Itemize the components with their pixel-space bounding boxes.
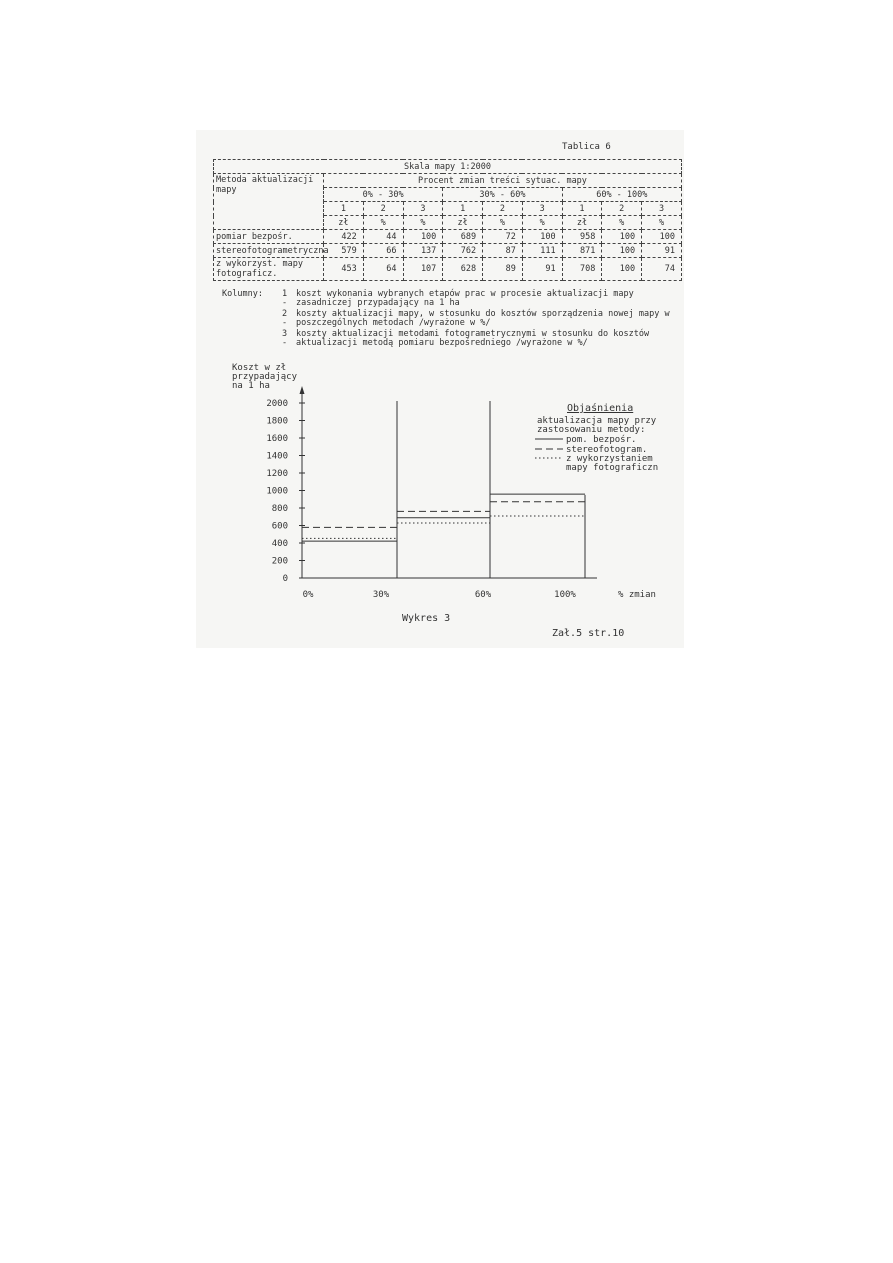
cell: 91 [642,244,682,258]
legend-entry: mapy fotograficzn [566,463,659,473]
unit: % [363,216,403,230]
cell: 100 [602,258,642,281]
table-scale: Skala mapy 1:2000 [214,160,682,174]
col-number: 3 [403,202,443,216]
cell: 100 [522,230,562,244]
y-tick-label: 1200 [266,469,288,479]
unit: % [642,216,682,230]
unit: zł [324,216,364,230]
cell: 107 [403,258,443,281]
note-text: koszt wykonania wybranych etapów prac w procesie aktualizacji mapy zasadniczej przypadający na 1 ha [296,289,634,308]
col-number: 1 [562,202,602,216]
page-footer: Zał.5 str.10 [552,628,625,639]
cell: 628 [443,258,483,281]
cell: 453 [324,258,364,281]
cell: 100 [403,230,443,244]
cell: 708 [562,258,602,281]
legend-subtitle: zastosowaniu metody: [537,425,646,435]
cell: 89 [483,258,523,281]
row-method: z wykorzyst. mapy fotograficz. [214,258,324,281]
row-method: pomiar bezpośr. [214,230,324,244]
col-number: 2 [363,202,403,216]
y-tick-label: 400 [271,539,288,549]
cell: 111 [522,244,562,258]
unit: % [522,216,562,230]
cell: 100 [602,230,642,244]
cell: 579 [324,244,364,258]
cell: 87 [483,244,523,258]
cell: 72 [483,230,523,244]
cell: 871 [562,244,602,258]
legend-title: Objaśnienia [567,403,634,414]
note-text: koszty aktualizacji metodami fotogrametrycznymi w stosunku do kosztów aktualizacji metodą pomiaru bezpośredniego /wyrażone w %/ [296,329,650,348]
unit: % [403,216,443,230]
y-axis-label: Koszt w zł [232,363,287,373]
col-number: 2 [483,202,523,216]
y-axis-label: przypadający [232,372,298,382]
cell: 958 [562,230,602,244]
range-header: 60% - 100% [562,188,681,202]
unit: zł [443,216,483,230]
x-tick-label: 100% [554,590,576,600]
y-tick-label: 800 [271,504,288,514]
table-label: Tablica 6 [562,142,611,152]
note-number: 1 - [282,289,288,308]
cell: 64 [363,258,403,281]
cell: 422 [324,230,364,244]
cell: 137 [403,244,443,258]
range-header: 30% - 60% [443,188,562,202]
cell: 74 [642,258,682,281]
x-tick-label: 30% [372,590,390,600]
cell: 100 [602,244,642,258]
y-tick-label: 1400 [266,451,288,462]
y-tick-label: 600 [271,521,288,532]
unit: % [483,216,523,230]
y-tick-label: 0 [282,574,288,584]
col-number: 1 [443,202,483,216]
chart-caption: Wykres 3 [402,613,451,624]
legend-entry: stereofotogram. [566,445,648,455]
y-tick-label: 2000 [266,399,288,409]
y-axis-label: na 1 ha [232,381,270,391]
percent-header: Procent zmian treści sytuac. mapy [324,174,682,188]
legend-subtitle: aktualizacja mapy przy [537,416,657,426]
notes-label: Kolumny: [222,289,263,299]
cell: 91 [522,258,562,281]
y-tick-label: 200 [271,556,288,567]
unit: zł [562,216,602,230]
col-number: 3 [642,202,682,216]
cell: 66 [363,244,403,258]
y-tick-label: 1600 [266,434,288,444]
note-number: 3 - [282,329,288,348]
x-tick-label: 60% [474,590,492,600]
x-tick-label: 0% [302,590,314,600]
row-method: stereofotogrametryczna [214,244,324,258]
col-number: 1 [324,202,364,216]
col-number: 2 [602,202,642,216]
cell: 762 [443,244,483,258]
legend-entry: z wykorzystaniem [566,454,653,464]
cell: 689 [443,230,483,244]
y-axis-arrow [300,386,305,394]
note-text: koszty aktualizacji mapy, w stosunku do kosztów sporządzenia nowej mapy w poszczególnych metodach /wyrażone w %/ [296,309,670,328]
y-tick-label: 1000 [266,486,288,497]
cell: 44 [363,230,403,244]
cell: 100 [642,230,682,244]
legend-entry: pom. bezpośr. [566,435,637,445]
x-axis-label: % zmian [618,590,656,600]
range-header: 0% - 30% [324,188,443,202]
y-tick-label: 1800 [266,416,288,427]
unit: % [602,216,642,230]
method-header: Metoda aktualizacji mapy [214,174,324,230]
note-number: 2 - [282,309,288,328]
col-number: 3 [522,202,562,216]
